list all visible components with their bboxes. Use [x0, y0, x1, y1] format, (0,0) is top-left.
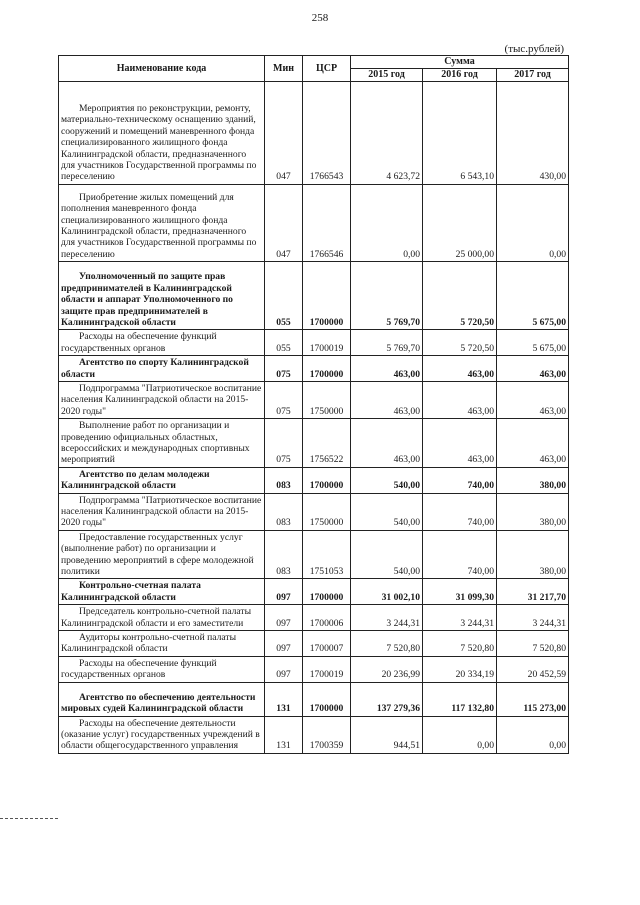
row-min: 055	[265, 330, 303, 356]
row-min: 075	[265, 356, 303, 382]
row-name-text: Агентство по делам молодежи Калининградской области	[61, 468, 210, 492]
row-value-2015: 463,00	[351, 356, 423, 382]
row-csr: 1700000	[303, 262, 351, 330]
row-name	[59, 381, 265, 418]
row-value-2016: 20 334,19	[423, 656, 497, 682]
row-min: 083	[265, 493, 303, 530]
row-csr: 1766546	[303, 184, 351, 261]
header-min: Мин	[265, 56, 303, 82]
row-name	[59, 467, 265, 493]
header-2016: 2016 год	[423, 69, 497, 82]
header-name: Наименование кода	[59, 56, 265, 82]
table-body	[59, 82, 569, 754]
row-csr: 1750000	[303, 381, 351, 418]
row-csr: 1700359	[303, 716, 351, 753]
row-value-2016: 463,00	[423, 419, 497, 468]
row-value-2017: 20 452,59	[497, 656, 569, 682]
row-name	[59, 493, 265, 530]
row-value-2016: 5 720,50	[423, 262, 497, 330]
row-value-2016: 6 543,10	[423, 82, 497, 185]
row-value-2017: 115 273,00	[497, 682, 569, 716]
row-value-2016: 0,00	[423, 716, 497, 753]
row-value-2017: 463,00	[497, 419, 569, 468]
table-row	[59, 530, 569, 579]
row-name	[59, 530, 265, 579]
row-value-2017: 5 675,00	[497, 330, 569, 356]
unit-label: (тыс.рублей)	[504, 43, 564, 55]
table-row	[59, 262, 569, 330]
table-row	[59, 184, 569, 261]
row-name	[59, 184, 265, 261]
row-name	[59, 605, 265, 631]
row-value-2017: 0,00	[497, 184, 569, 261]
row-value-2015: 5 769,70	[351, 330, 423, 356]
row-value-2016: 463,00	[423, 381, 497, 418]
row-value-2015: 31 002,10	[351, 579, 423, 605]
row-value-2016: 25 000,00	[423, 184, 497, 261]
row-value-2017: 380,00	[497, 467, 569, 493]
row-value-2016: 117 132,80	[423, 682, 497, 716]
row-min: 083	[265, 467, 303, 493]
row-name	[59, 656, 265, 682]
row-min: 083	[265, 530, 303, 579]
row-min: 047	[265, 184, 303, 261]
row-value-2015: 4 623,72	[351, 82, 423, 185]
row-csr: 1700006	[303, 605, 351, 631]
row-value-2015: 944,51	[351, 716, 423, 753]
row-name-text: Расходы на обеспечение функций государственных органов	[61, 331, 217, 354]
row-value-2016: 463,00	[423, 356, 497, 382]
table-row	[59, 82, 569, 185]
row-name-text: Выполнение работ по организации и проведению официальных областных, всероссийских и международных спортивных мероприятий	[61, 420, 250, 466]
row-value-2015: 463,00	[351, 419, 423, 468]
scan-artifact-line	[0, 818, 58, 819]
row-min: 131	[265, 682, 303, 716]
row-name-text: Агентство по обеспечению деятельности мировых судей Калининградской области	[61, 691, 256, 715]
table-row	[59, 493, 569, 530]
table-row	[59, 716, 569, 753]
row-name-text: Аудиторы контрольно-счетной палаты Калининградской области	[61, 632, 237, 655]
row-name	[59, 716, 265, 753]
row-min: 097	[265, 605, 303, 631]
page-number: 258	[311, 12, 329, 24]
table-row	[59, 419, 569, 468]
table-row	[59, 381, 569, 418]
row-csr: 1700019	[303, 656, 351, 682]
row-name-text: Агентство по спорту Калининградской области	[61, 357, 249, 380]
row-value-2015: 20 236,99	[351, 656, 423, 682]
row-csr: 1700000	[303, 356, 351, 382]
row-min: 075	[265, 419, 303, 468]
row-name-text: Подпрограмма "Патриотическое воспитание населения Калининградской области на 2015-2020 годы"	[61, 494, 262, 529]
header-csr: ЦСР	[303, 56, 351, 82]
row-min: 055	[265, 262, 303, 330]
row-value-2017: 463,00	[497, 381, 569, 418]
row-name-text: Расходы на обеспечение функций государственных органов	[61, 657, 217, 681]
row-name-text: Подпрограмма "Патриотическое воспитание населения Калининградской области на 2015-2020 годы"	[61, 382, 262, 417]
row-name	[59, 356, 265, 382]
row-name	[59, 419, 265, 468]
row-csr: 1700000	[303, 682, 351, 716]
table-row	[59, 605, 569, 631]
table-row	[59, 656, 569, 682]
row-value-2016: 31 099,30	[423, 579, 497, 605]
row-csr: 1700007	[303, 631, 351, 657]
row-value-2015: 7 520,80	[351, 631, 423, 657]
row-value-2017: 380,00	[497, 493, 569, 530]
row-value-2017: 463,00	[497, 356, 569, 382]
table-row	[59, 330, 569, 356]
table-row	[59, 579, 569, 605]
row-name	[59, 682, 265, 716]
row-name	[59, 631, 265, 657]
row-min: 097	[265, 579, 303, 605]
row-value-2015: 463,00	[351, 381, 423, 418]
row-min: 131	[265, 716, 303, 753]
row-value-2015: 137 279,36	[351, 682, 423, 716]
row-min: 097	[265, 656, 303, 682]
budget-table	[58, 55, 569, 754]
row-name	[59, 262, 265, 330]
row-name-text: Контрольно-счетная палата Калининградской области	[61, 580, 201, 603]
row-value-2017: 380,00	[497, 530, 569, 579]
row-min: 047	[265, 82, 303, 185]
row-name	[59, 579, 265, 605]
header-sum: Сумма	[351, 56, 569, 69]
row-value-2015: 540,00	[351, 493, 423, 530]
row-name-text: Предоставление государственных услуг (выполнение работ) по организации и проведению мероприятий в сфере молодежной политики	[61, 531, 254, 578]
row-name-text: Приобретение жилых помещений для пополнения маневренного фонда специализированного жилищного фонда Калининградской области, предназначенного для участников Государственной программы по переселению	[61, 191, 257, 260]
table-row	[59, 467, 569, 493]
row-value-2017: 5 675,00	[497, 262, 569, 330]
row-value-2015: 0,00	[351, 184, 423, 261]
row-csr: 1700000	[303, 467, 351, 493]
row-value-2017: 7 520,80	[497, 631, 569, 657]
row-csr: 1750000	[303, 493, 351, 530]
table-row	[59, 356, 569, 382]
row-min: 075	[265, 381, 303, 418]
row-value-2016: 5 720,50	[423, 330, 497, 356]
row-value-2016: 7 520,80	[423, 631, 497, 657]
row-value-2017: 0,00	[497, 716, 569, 753]
row-name-text: Расходы на обеспечение деятельности (оказание услуг) государственных учреждений в области общегосударственного управления	[61, 717, 260, 752]
row-value-2016: 3 244,31	[423, 605, 497, 631]
row-name-text: Председатель контрольно-счетной палаты Калининградской области и его заместители	[61, 606, 252, 629]
row-csr: 1751053	[303, 530, 351, 579]
row-value-2015: 5 769,70	[351, 262, 423, 330]
table-row	[59, 682, 569, 716]
header-2017: 2017 год	[497, 69, 569, 82]
row-name-text: Мероприятия по реконструкции, ремонту, материально-техническому оснащению зданий, сооружений и помещений маневренного фонда специализированного жилищного фонда Калининградской области, предназначенного для участников Государственной программы по переселению	[61, 103, 257, 183]
row-min: 097	[265, 631, 303, 657]
row-value-2016: 740,00	[423, 530, 497, 579]
row-value-2017: 3 244,31	[497, 605, 569, 631]
row-value-2017: 430,00	[497, 82, 569, 185]
row-name	[59, 82, 265, 185]
table-row	[59, 631, 569, 657]
row-value-2015: 540,00	[351, 530, 423, 579]
row-value-2017: 31 217,70	[497, 579, 569, 605]
row-csr: 1756522	[303, 419, 351, 468]
row-value-2016: 740,00	[423, 493, 497, 530]
row-name-text: Уполномоченный по защите прав предпринимателей в Калининградской области и аппарат Уполномоченного по защите прав предпринимателей в Калининградской области	[61, 271, 233, 328]
row-csr: 1766543	[303, 82, 351, 185]
row-csr: 1700000	[303, 579, 351, 605]
row-csr: 1700019	[303, 330, 351, 356]
row-value-2015: 3 244,31	[351, 605, 423, 631]
header-2015: 2015 год	[351, 69, 423, 82]
row-value-2015: 540,00	[351, 467, 423, 493]
row-value-2016: 740,00	[423, 467, 497, 493]
row-name	[59, 330, 265, 356]
